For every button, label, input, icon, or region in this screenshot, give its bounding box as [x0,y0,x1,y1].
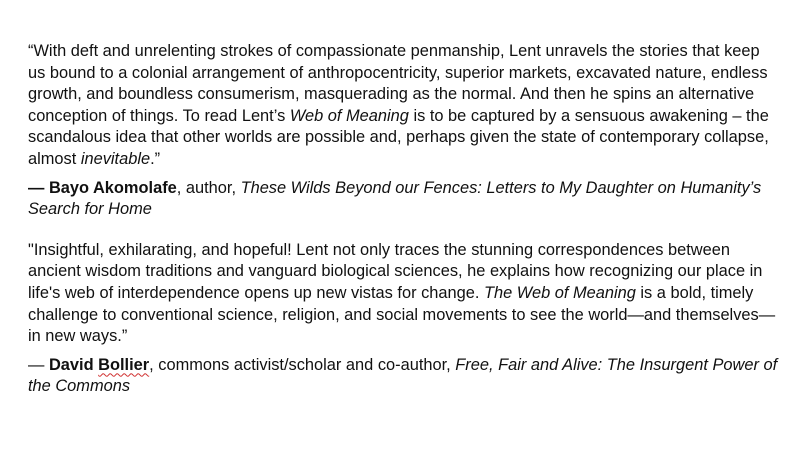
author-role: , commons activist/scholar and co-author, [149,355,456,374]
author-first-name: David [48,355,99,374]
book-title: The Web of Meaning [484,283,636,302]
quote-text: is to be captured by a sensuous awakening – the scandalous idea that other worlds are possible and, perhaps given the state of contemporary collapse, almost [28,106,769,168]
testimonial-akomolafe [28,41,780,221]
document-page [28,41,780,398]
quote-text: "Insightful, exhilarating, and hopeful! Lent not only traces the stunning correspondences between ancient wisdom traditions and vanguard biological sciences, he explains how recognizing our place in life's web of interdependence opens up new vistas for change. [28,240,763,302]
quote-text: “With deft and unrelenting strokes of compassionate penmanship, Lent unravels the stories that keep us bound to a colonial arrangement of anthropocentricity, superior markets, excavated nature, endless growth, and boundless consumerism, masquerading as the normal. And then he spins an alternative conception of things. To read Lent’s [28,42,768,125]
quote-text: is a bold, timely challenge to conventional science, religion, and social movements to see the world—and themselves—in new ways.” [28,283,776,346]
spellcheck-flagged-word[interactable]: Bollier [98,355,150,374]
author-role: , author, [176,178,241,197]
testimonial-bollier [28,240,780,398]
testimonial-attribution [28,355,780,398]
emphasis-text: inevitable [80,149,151,168]
book-title: Web of Meaning [289,106,409,125]
author-name [49,356,149,374]
testimonial-quote [28,41,780,171]
author-work-title: These Wilds Beyond our Fences: Letters to My Daughter on Humanity’s Search for Home [28,178,762,219]
author-name: — Bayo Akomolafe [28,178,177,197]
testimonial-quote [28,240,780,348]
attribution-dash: — [28,355,49,374]
author-work-title: Free, Fair and Alive: The Insurgent Power of the Commons [28,355,778,396]
quote-text: .” [150,149,161,168]
testimonial-attribution [28,178,780,221]
